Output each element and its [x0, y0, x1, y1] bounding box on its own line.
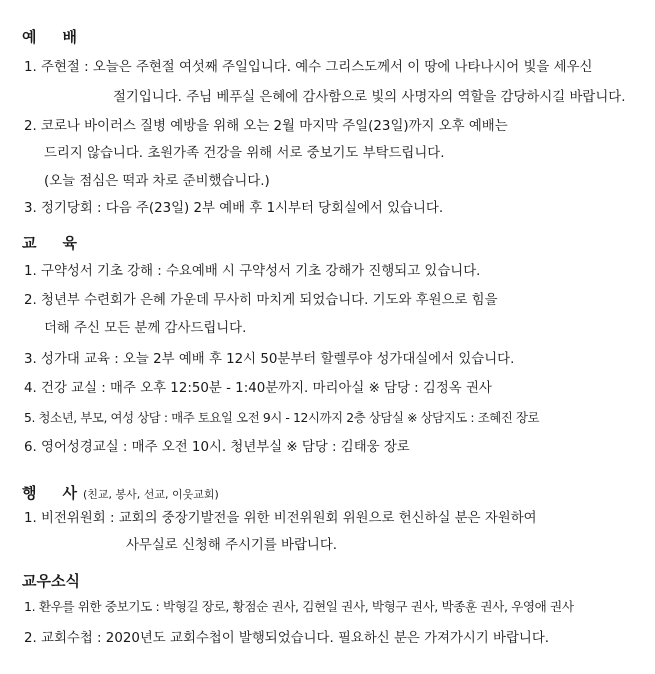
section-heading-events [22, 482, 219, 503]
list-item: 1. 구약성서 기초 강해 : 수요예배 시 구약성서 기초 강해가 진행되고 있습니다. [24, 264, 481, 279]
heading-char: 교 [22, 234, 37, 252]
heading-char: 행 [22, 484, 37, 502]
list-item: 2. 코로나 바이러스 질병 예방을 위해 오는 2월 마지막 주일(23일)까지 오후 예배는 [24, 119, 508, 134]
heading-char: 육 [62, 234, 77, 252]
list-item: 5. 청소년, 부모, 여성 상담 : 매주 토요일 오전 9시 - 12시까지 2층 상담실 ※ 상담지도 : 조혜진 장로 [24, 410, 540, 425]
section-heading-member-news: 교우소식 [22, 572, 80, 590]
list-item-continuation: 더해 주신 모든 분께 감사드립니다. [44, 321, 247, 336]
list-item: 2. 교회수첩 : 2020년도 교회수첩이 발행되었습니다. 필요하신 분은 가져가시기 바랍니다. [24, 631, 550, 646]
section-heading-education [22, 232, 77, 253]
list-item-continuation: 사무실로 신청해 주시기를 바랍니다. [126, 538, 338, 553]
list-item: 2. 청년부 수련회가 은혜 가운데 무사히 마치게 되었습니다. 기도와 후원으로 힘을 [24, 293, 498, 308]
heading-char: 배 [62, 28, 77, 46]
list-item: 1. 환우를 위한 중보기도 : 박형길 장로, 황점순 권사, 김현일 권사, 박형구 권사, 박종훈 권사, 우영애 권사 [24, 599, 574, 614]
list-item: 1. 비전위원회 : 교회의 중장기발전을 위한 비전위원회 위원으로 헌신하실 분은 자원하여 [24, 511, 537, 526]
section-heading-worship [22, 26, 77, 47]
list-item: 4. 건강 교실 : 매주 오후 12:50분 - 1:40분까지. 마리아실 ※ 담당 : 김정옥 권사 [24, 381, 492, 396]
section-subtitle: (친교, 봉사, 선교, 이웃교회) [83, 488, 219, 501]
list-item: 1. 주현절 : 오늘은 주현절 여섯째 주일입니다. 예수 그리스도께서 이 땅에 나타나시어 빛을 세우신 [24, 60, 593, 75]
list-item: 3. 정기당회 : 다음 주(23일) 2부 예배 후 1시부터 당회실에서 있습니다. [24, 201, 444, 216]
list-item-note: (오늘 점심은 떡과 차로 준비했습니다.) [44, 174, 270, 189]
list-item-continuation: 드리지 않습니다. 초원가족 건강을 위해 서로 중보기도 부탁드립니다. [44, 146, 445, 161]
list-item-continuation: 절기입니다. 주님 베푸실 은혜에 감사함으로 빛의 사명자의 역할을 감당하시길 바랍니다. [113, 90, 626, 105]
list-item: 6. 영어성경교실 : 매주 오전 10시. 청년부실 ※ 담당 : 김태웅 장로 [24, 440, 410, 455]
heading-char: 사 [62, 484, 77, 502]
heading-char: 예 [22, 28, 37, 46]
list-item: 3. 성가대 교육 : 오늘 2부 예배 후 12시 50분부터 할렐루야 성가대실에서 있습니다. [24, 352, 515, 367]
